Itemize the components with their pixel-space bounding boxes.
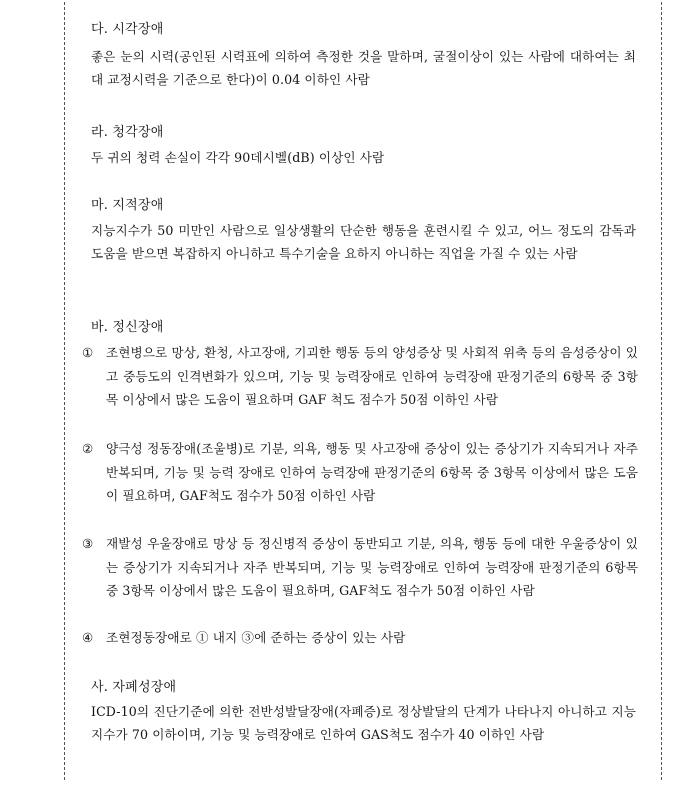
section-heading-intellectual: 마. 지적장애 [91,198,164,213]
item-number: ④ [82,630,94,645]
item-number: ③ [82,536,94,551]
section-body-visual: 좋은 눈의 시력(공인된 시력표에 의하여 측정한 것을 말하며, 굴절이상이 있는 사람에 대하여는 최대 교정시력을 기준으로 한다)이 0.04 이하인 사람 [91,49,636,87]
section-heading-autism: 사. 자폐성장애 [91,680,177,695]
item-text: 재발성 우울장애로 망상 등 정신병적 증상이 동반되고 기분, 의욕, 행동 등에 대한 우울증상이 있는 증상기가 지속되거나 자주 반복되며, 기능 및 능력장애로 인하여 능력장애 판정기준의 6항목 중 3항목 이상에서 많은 도움이 필요하며, GAF척도 점수가 50점 이하인 사람 [106,536,638,598]
item-text: 조현정동장애로 ① 내지 ③에 준하는 증상이 있는 사람 [106,630,406,645]
section-heading-hearing: 라. 청각장애 [91,125,164,140]
item-number: ① [82,345,94,360]
section-body-intellectual: 지능지수가 50 미만인 사람으로 일상생활의 단순한 행동을 훈련시킬 수 있고, 어느 정도의 감독과 도움을 받으면 복잡하지 아니하고 특수기술을 요하지 아니하는 직업을 가질 수 있는 사람 [91,223,636,261]
list-item [82,626,638,650]
section-heading-visual: 다. 시각장애 [91,22,164,37]
section-body-hearing: 두 귀의 청력 손실이 각각 90데시벨(dB) 이상인 사람 [91,150,385,165]
list-item [82,341,638,412]
list-item [82,532,638,603]
item-text: 양극성 정동장애(조울병)로 기분, 의욕, 행동 및 사고장애 증상이 있는 증상기가 지속되거나 자주 반복되며, 기능 및 능력 장애로 인하여 능력장애 판정기준의 6항목 중 3항목 이상에서 많은 도움이 필요하며, GAF척도 점수가 50점 이하인 사람 [106,441,638,503]
section-body-autism: ICD-10의 진단기준에 의한 전반성발달장애(자폐증)로 정상발달의 단계가 나타나지 아니하고 지능지수가 70 이하이며, 기능 및 능력장애로 인하여 GAS척도 점수가 40 이하인 사람 [91,704,636,742]
item-text: 조현병으로 망상, 환청, 사고장애, 기괴한 행동 등의 양성증상 및 사회적 위축 등의 음성증상이 있고 중등도의 인격변화가 있으며, 기능 및 능력장애로 인하여 능력장애 판정기준의 6항목 중 3항목 이상에서 많은 도움이 필요하며 GAF 척도 점수가 50점 이하인 사람 [106,345,638,407]
section-heading-mental: 바. 정신장애 [91,320,164,335]
list-item [82,437,638,508]
item-number: ② [82,441,94,456]
